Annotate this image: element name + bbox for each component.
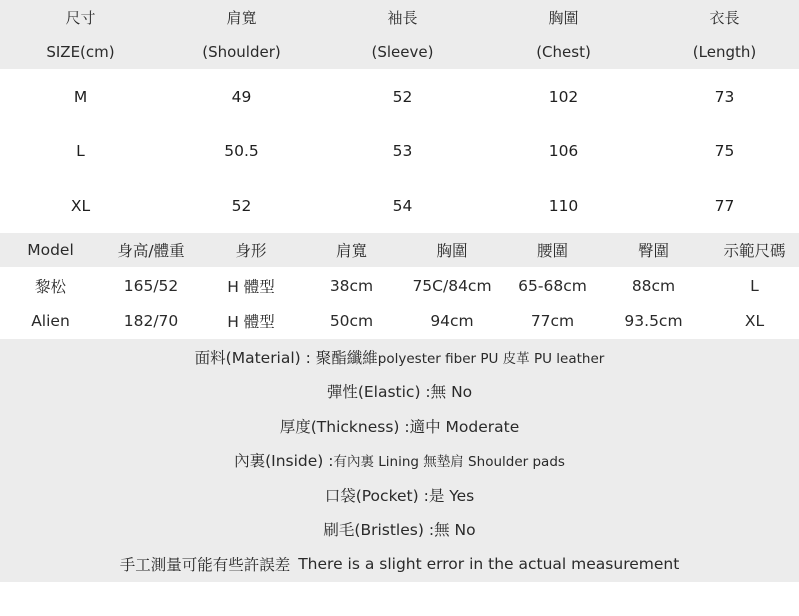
header-length-en: (Length): [692, 43, 757, 61]
pocket-value: 是 Yes: [428, 487, 475, 505]
header-chest-zh: 胸圍: [548, 8, 579, 27]
size-label: L: [76, 142, 85, 160]
waist-value: 77cm: [530, 312, 575, 330]
header-hip: 臀圍: [637, 242, 669, 260]
material-value: polyester fiber PU 皮革 PU leather: [377, 351, 605, 367]
header-sleeve-zh: 袖長: [387, 8, 418, 27]
thickness-label: 厚度(Thickness) :: [279, 418, 410, 436]
thickness-note: [0, 409, 799, 443]
hip-value: 88cm: [631, 277, 676, 295]
shoulder-value: 50.5: [224, 142, 259, 160]
sleeve-value: 53: [392, 142, 413, 160]
header-body-type: 身形: [235, 242, 267, 260]
bristles-value: 無 No: [434, 521, 476, 539]
model-name: Alien: [31, 312, 70, 330]
sleeve-value: 52: [392, 88, 413, 106]
pocket-note: [0, 478, 799, 512]
pocket-label: 口袋(Pocket) :: [324, 487, 429, 505]
height-weight-value: 165/52: [123, 277, 179, 295]
header-model: Model: [27, 241, 74, 259]
elastic-value: 無 No: [430, 383, 473, 401]
material-note: [0, 340, 799, 374]
bristles-label: 刷毛(Bristles) :: [323, 521, 435, 539]
chest-value: 94cm: [430, 312, 474, 330]
length-value: 75: [714, 142, 735, 160]
chest-value: 106: [548, 142, 579, 160]
table-row: [0, 268, 799, 304]
header-shoulder-zh: 肩寬: [226, 8, 257, 27]
inside-value: 有內裏 Lining 無墊肩 Shoulder pads: [333, 454, 565, 470]
inside-note: [0, 443, 799, 477]
header-shoulder-en: (Shoulder): [202, 43, 281, 61]
length-value: 77: [714, 197, 735, 215]
model-name: 黎松: [34, 278, 66, 296]
elastic-note: [0, 374, 799, 408]
measurement-disclaimer: [0, 547, 799, 581]
size-header-zh-row: [0, 0, 799, 34]
shoulder-value: 52: [231, 197, 252, 215]
waist-value: 65-68cm: [518, 277, 587, 295]
shoulder-value: 50cm: [329, 312, 374, 330]
size-label: M: [73, 88, 88, 106]
size-label: XL: [70, 197, 91, 215]
shoulder-value: 49: [231, 88, 252, 106]
elastic-label: 彈性(Elastic) :: [326, 383, 431, 401]
size-table-body: [0, 69, 799, 233]
header-height-weight: 身高/體重: [117, 242, 185, 260]
table-row: [0, 124, 799, 178]
model-table-header: [0, 233, 799, 267]
sleeve-value: 54: [392, 197, 413, 215]
hip-value: 93.5cm: [624, 312, 683, 330]
table-row: [0, 179, 799, 233]
demo-size-value: XL: [744, 312, 765, 330]
shoulder-value: 38cm: [329, 277, 374, 295]
height-weight-value: 182/70: [123, 312, 179, 330]
body-type-value: H 體型: [227, 313, 275, 331]
header-shoulder: 肩寬: [335, 242, 367, 260]
header-size-zh: 尺寸: [65, 8, 96, 27]
material-label: 面料(Material) : 聚酯纖維: [194, 349, 378, 367]
table-row: [0, 70, 799, 124]
product-notes: [0, 339, 799, 582]
header-waist: 腰圍: [536, 242, 568, 260]
disclaimer-en: There is a slight error in the actual measurement: [298, 555, 680, 573]
header-demo-size: 示範尺碼: [723, 242, 786, 260]
header-sleeve-en: (Sleeve): [371, 43, 434, 61]
header-chest: 胸圍: [436, 242, 468, 260]
table-row: [0, 303, 799, 339]
chest-value: 102: [548, 88, 579, 106]
header-size-en: SIZE(cm): [46, 43, 115, 61]
inside-label: 內裏(Inside) :: [234, 452, 334, 470]
body-type-value: H 體型: [227, 278, 275, 296]
size-header-en-row: [0, 35, 799, 69]
size-table-header: [0, 0, 799, 69]
chest-value: 75C/84cm: [412, 277, 492, 295]
length-value: 73: [714, 88, 735, 106]
header-chest-en: (Chest): [536, 43, 591, 61]
model-table-body: [0, 267, 799, 339]
bristles-note: [0, 512, 799, 546]
demo-size-value: L: [750, 277, 759, 295]
chest-value: 110: [548, 197, 579, 215]
header-length-zh: 衣長: [709, 8, 740, 27]
thickness-value: 適中 Moderate: [409, 418, 520, 436]
disclaimer-zh: 手工測量可能有些許誤差: [119, 556, 291, 574]
